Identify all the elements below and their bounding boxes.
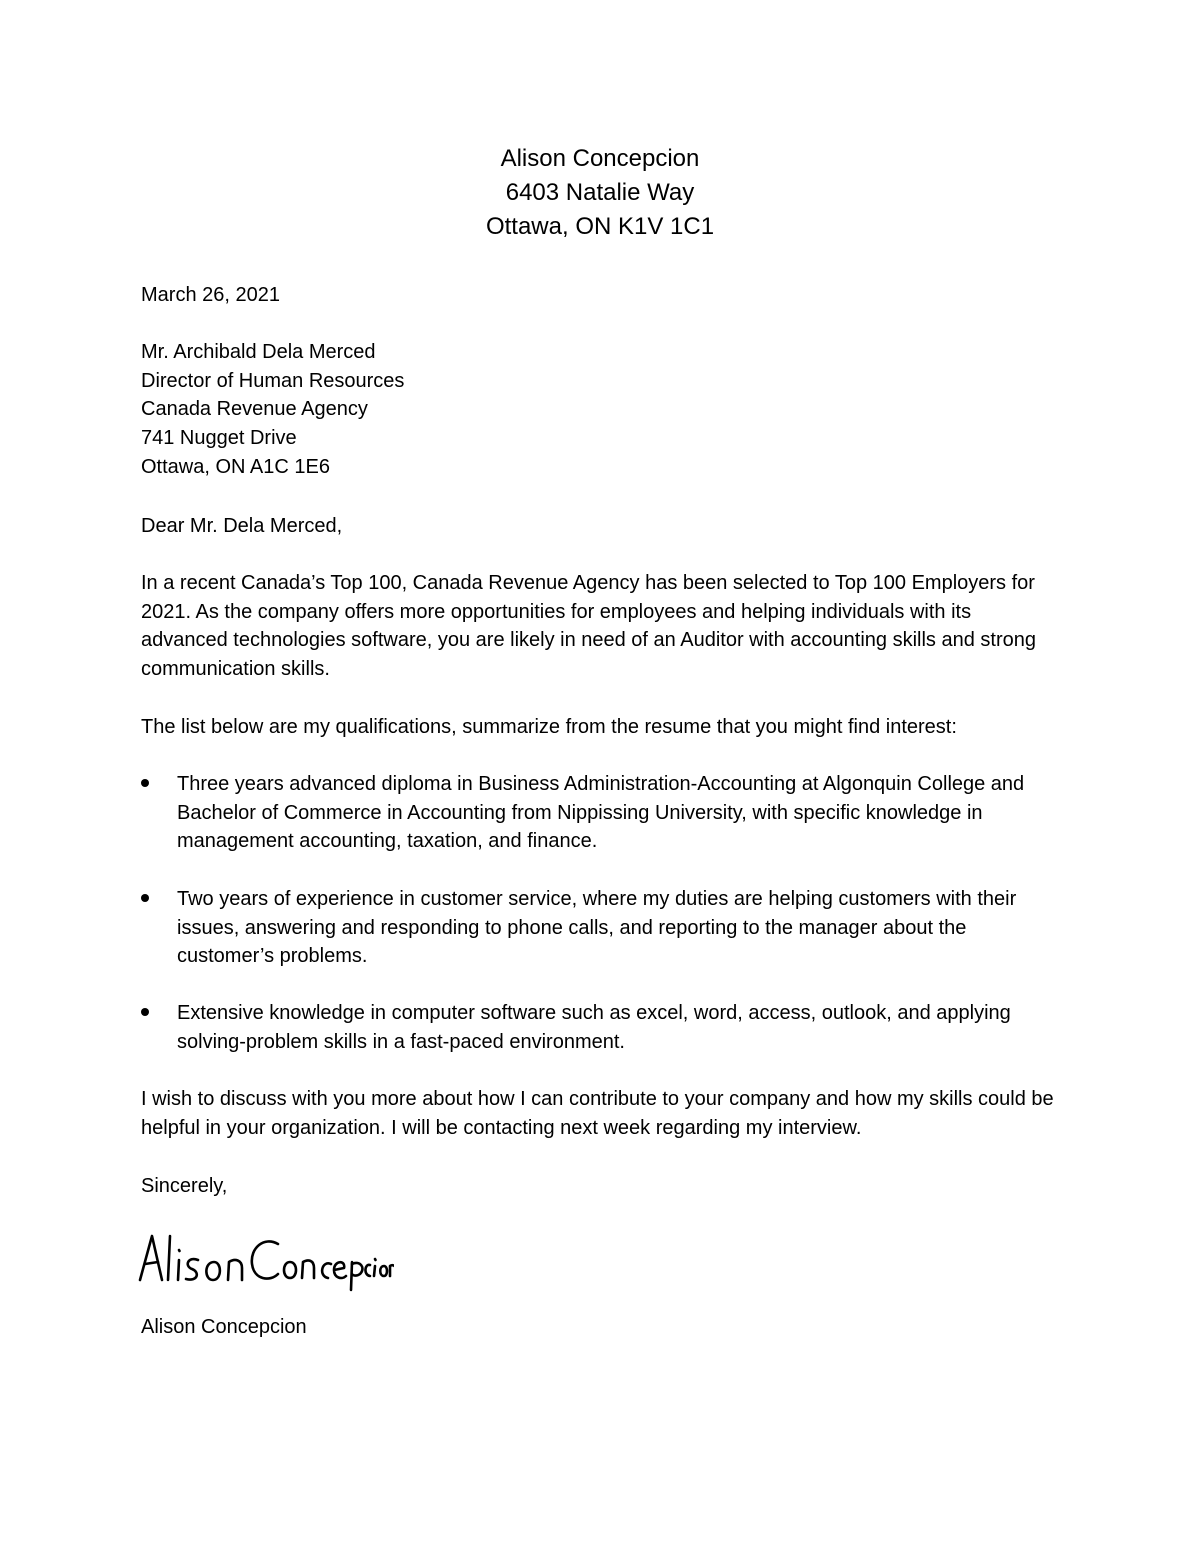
sender-name: Alison Concepcion <box>500 145 700 172</box>
salutation <box>141 512 1061 541</box>
handwritten-signature <box>134 1222 394 1292</box>
recipient-address-block <box>141 338 1061 482</box>
sender-city-line: Ottawa, ON K1V 1C1 <box>485 213 715 240</box>
signed-name <box>141 1313 1061 1342</box>
sender-street: 6403 Natalie Way <box>505 179 695 206</box>
valediction <box>141 1172 1061 1201</box>
recipient-city-line: Ottawa, ON A1C 1E6 <box>141 455 330 478</box>
list-intro-paragraph: The list below are my qualifications, summarize from the resume that you might find interest: <box>141 716 957 738</box>
qualification-text: Three years advanced diploma in Business Administration-Accounting at Algonquin College and Bachelor of Commerce in Accounting from Nippissing University, with specific knowledge in management accounting, taxation, and finance. <box>177 773 1025 853</box>
salutation-text: Dear Mr. Dela Merced, <box>141 515 343 537</box>
recipient-title: Director of Human Resources <box>141 369 405 392</box>
closing-paragraph: I wish to discuss with you more about how I can contribute to your company and how my skills could be helpful in your organization. I will be contacting next week regarding my interview. <box>141 1088 1054 1139</box>
recipient-company: Canada Revenue Agency <box>141 398 368 421</box>
qualification-text: Extensive knowledge in computer software such as excel, word, access, outlook, and applying solving-problem skills in a fast-paced environment. <box>177 1002 1011 1053</box>
bullet-icon <box>141 894 149 902</box>
bullet-icon <box>141 1008 149 1016</box>
signed-name-text: Alison Concepcion <box>141 1316 307 1338</box>
sender-address-block <box>0 142 1200 244</box>
bullet-icon <box>141 779 149 787</box>
recipient-name: Mr. Archibald Dela Merced <box>141 341 376 363</box>
recipient-street: 741 Nugget Drive <box>141 427 297 450</box>
letter-date <box>141 281 1061 310</box>
valediction-text: Sincerely, <box>141 1175 228 1197</box>
date-text: March 26, 2021 <box>141 284 280 306</box>
qualification-text: Two years of experience in customer service, where my duties are helping customers with their issues, answering and responding to phone calls, and reporting to the manager about the customer’s problems. <box>177 888 1017 968</box>
intro-paragraph: In a recent Canada’s Top 100, Canada Revenue Agency has been selected to Top 100 Employers for 2021. As the company offers more opportunities for employees and helping individuals with its advanced technologies software, you are likely in need of an Auditor with accounting skills and strong communication skills. <box>141 572 1036 681</box>
